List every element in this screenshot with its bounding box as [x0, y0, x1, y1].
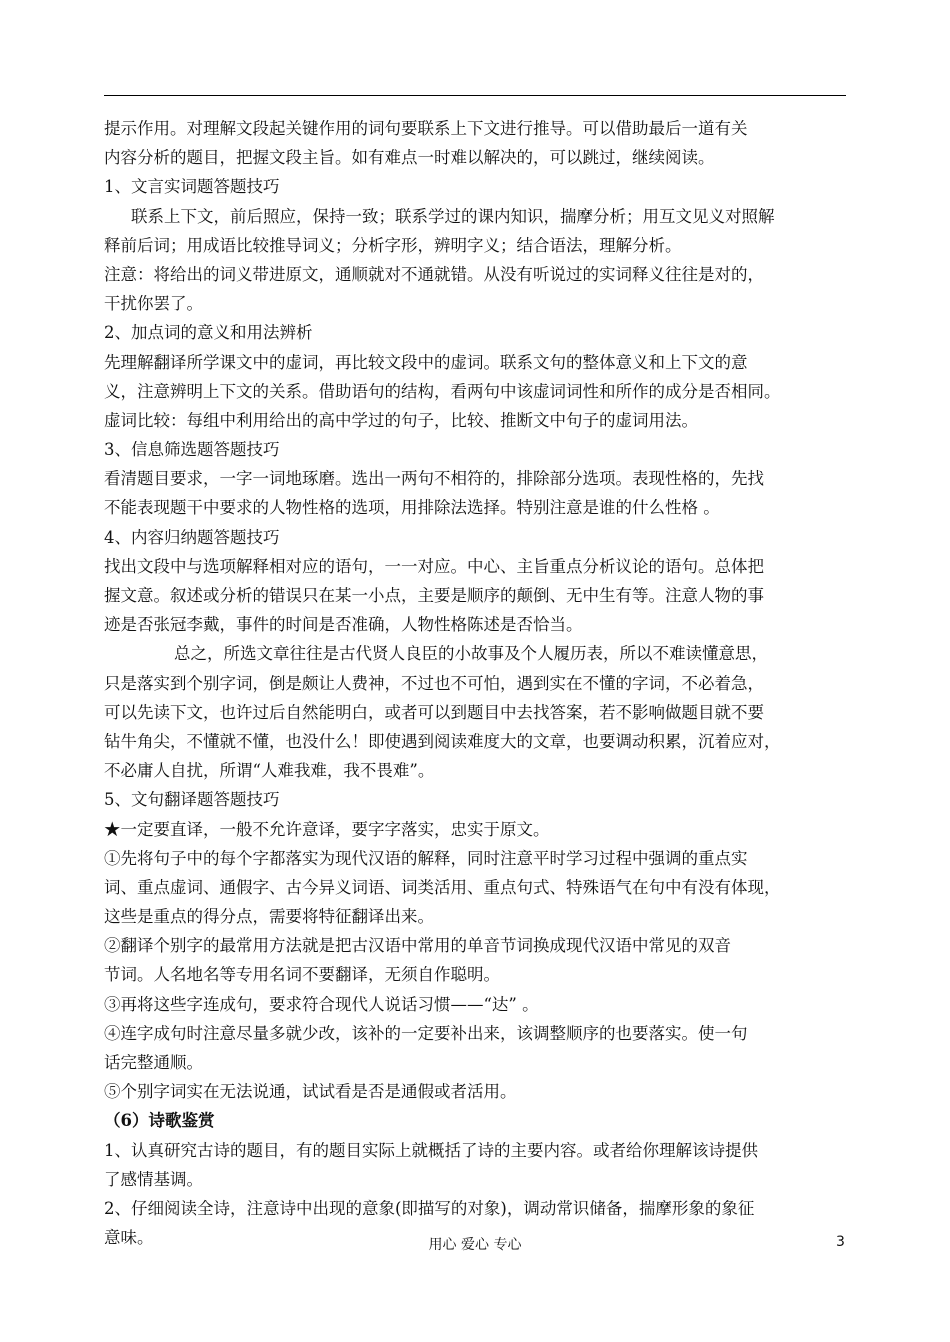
text-line: ④连字成句时注意尽量多就少改，该补的一定要补出来，该调整顺序的也要落实。使一句	[104, 1023, 748, 1043]
section-heading: 4、内容归纳题答题技巧	[104, 527, 280, 547]
page-footer: 用心 爱心 专心	[428, 1237, 522, 1253]
text-line: 这些是重点的得分点，需要将特征翻译出来。	[104, 907, 434, 927]
text-line: 1、认真研究古诗的题目，有的题目实际上就概括了诗的主要内容。或者给你理解该诗提供	[104, 1140, 758, 1160]
page-number: 3	[836, 1234, 845, 1250]
text-line: 词、重点虚词、通假字、古今异义词语、词类活用、重点句式、特殊语气在句中有没有体现，	[104, 877, 781, 897]
text-line: ③再将这些字连成句，要求符合现代人说话习惯——“达” 。	[104, 994, 539, 1014]
text-line: 看清题目要求，一字一词地琢磨。选出一两句不相符的，排除部分选项。表现性格的，先找	[104, 469, 764, 489]
text-line: ②翻译个别字的最常用方法就是把古汉语中常用的单音节词换成现代汉语中常见的双音	[104, 936, 731, 956]
text-line: 可以先读下文，也许过后自然能明白，或者可以到题目中去找答案，若不影响做题目就不要	[104, 702, 764, 722]
text-line: 释前后词；用成语比较推导词义；分析字形，辨明字义；结合语法，理解分析。	[104, 235, 682, 255]
text-line: 迹是否张冠李戴，事件的时间是否准确，人物性格陈述是否恰当。	[104, 615, 583, 635]
section-heading: 3、信息筛选题答题技巧	[104, 440, 280, 460]
text-line: 义，注意辨明上下文的关系。借助语句的结构，看两句中该虚词词性和所作的成分是否相同。	[104, 381, 781, 401]
text-line: 了感情基调。	[104, 1169, 203, 1189]
document-body	[104, 114, 852, 1252]
text-line: 联系上下文，前后照应，保持一致；联系学过的课内知识，揣摩分析；用互文见义对照解	[131, 206, 775, 226]
text-line: 不必庸人自扰，所谓“人难我难，我不畏难”。	[104, 761, 435, 781]
text-line: 只是落实到个别字词，倒是颇让人费神，不过也不可怕，遇到实在不懂的字词，不必着急，	[104, 673, 764, 693]
section-heading: 5、文句翻译题答题技巧	[104, 790, 280, 810]
section-heading-bold: （6）诗歌鉴赏	[104, 1111, 215, 1131]
text-line: 不能表现题干中要求的人物性格的选项，用排除法选择。特别注意是谁的什么性格 。	[104, 498, 720, 518]
text-line: 内容分析的题目，把握文段主旨。如有难点一时难以解决的，可以跳过，继续阅读。	[104, 148, 715, 168]
text-line: 握文意。叙述或分析的错误只在某一小点，主要是顺序的颠倒、无中生有等。注意人物的事	[104, 586, 764, 605]
text-line: ①先将句子中的每个字都落实为现代汉语的解释，同时注意平时学习过程中强调的重点实	[104, 848, 748, 868]
text-line: 干扰你罢了。	[104, 294, 203, 314]
text-line: 先理解翻译所学课文中的虚词，再比较文段中的虚词。联系文句的整体意义和上下文的意	[104, 352, 748, 372]
text-line: 提示作用。对理解文段起关键作用的词句要联系上下文进行推导。可以借助最后一道有关	[104, 119, 748, 138]
text-line: 话完整通顺。	[104, 1053, 203, 1072]
text-line: 总之，所选文章往往是古代贤人良臣的小故事及个人履历表，所以不难读懂意思，	[174, 644, 768, 664]
text-line: 找出文段中与选项解释相对应的语句，一一对应。中心、主旨重点分析议论的语句。总体把	[104, 556, 764, 576]
section-heading: 1、文言实词题答题技巧	[104, 177, 280, 197]
text-line: 注意：将给出的词义带进原文，通顺就对不通就错。从没有听说过的实词释义往往是对的，	[104, 264, 764, 284]
text-line: 虚词比较：每组中利用给出的高中学过的句子，比较、推断文中句子的虚词用法。	[104, 410, 698, 430]
text-line: 钻牛角尖，不懂就不懂，也没什么！即使遇到阅读难度大的文章，也要调动积累，沉着应对，	[104, 731, 781, 751]
text-line: 意味。	[104, 1228, 154, 1248]
header-rule	[104, 95, 846, 96]
text-line: 节词。人名地名等专用名词不要翻译，无须自作聪明。	[104, 965, 500, 985]
text-line: ⑤个别字词实在无法说通，试试看是否是通假或者活用。	[104, 1082, 517, 1102]
section-heading: 2、加点词的意义和用法辨析	[104, 323, 313, 343]
text-line: 2、仔细阅读全诗，注意诗中出现的意象(即描写的对象)，调动常识储备，揣摩形象的象征	[104, 1198, 755, 1218]
text-line: ★一定要直译，一般不允许意译，要字字落实，忠实于原文。	[104, 819, 550, 839]
